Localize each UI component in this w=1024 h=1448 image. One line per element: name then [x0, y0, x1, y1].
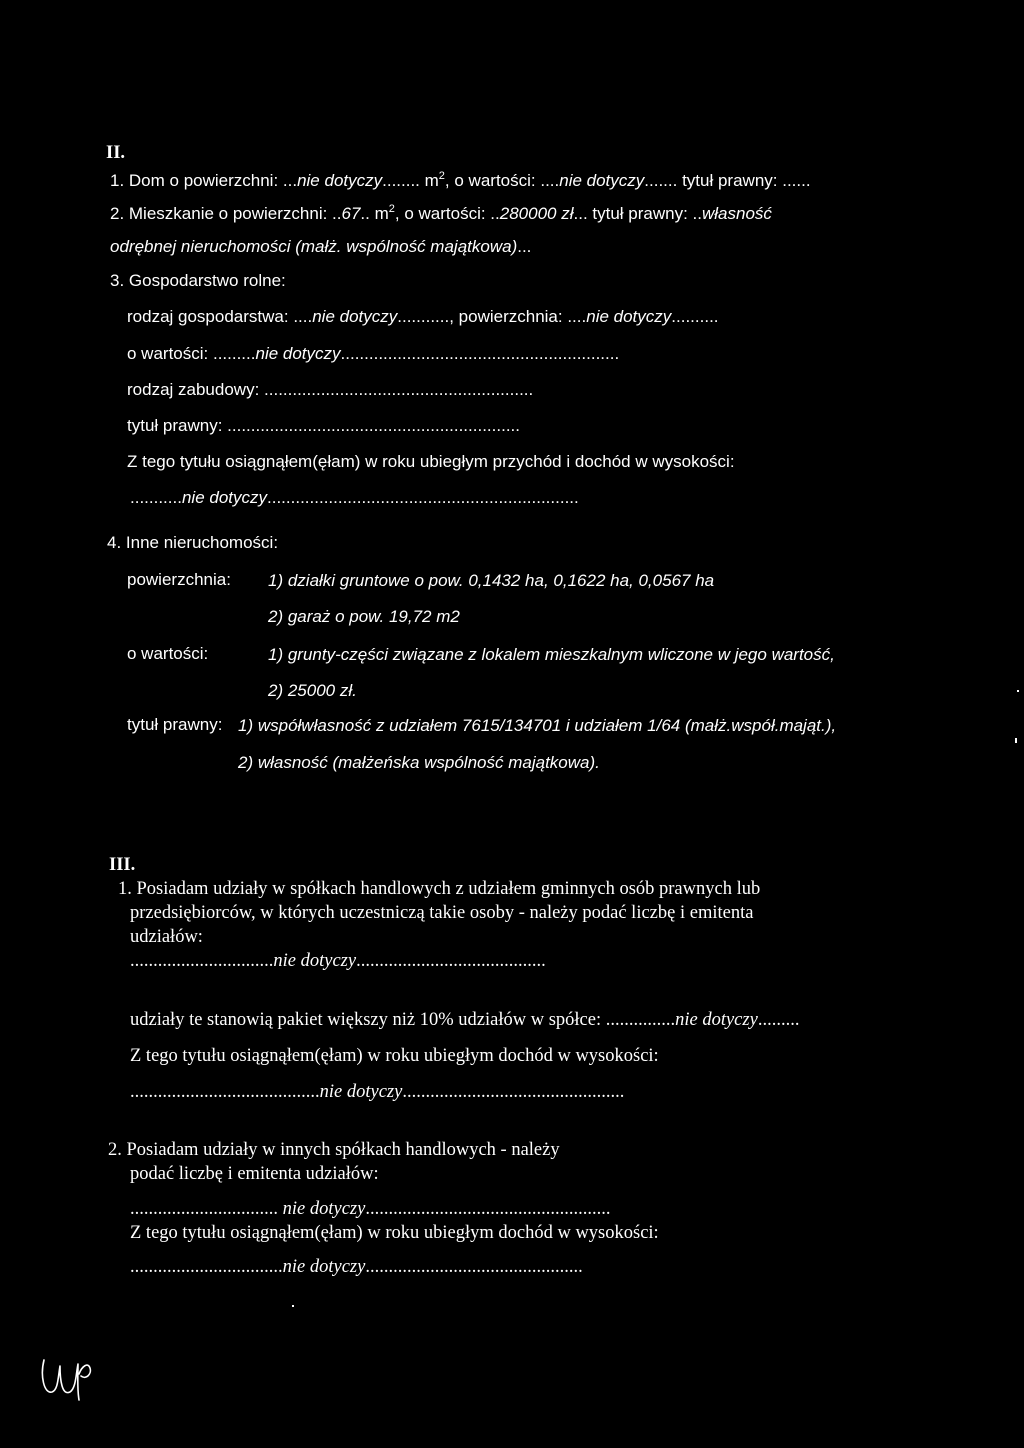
house-worth-value: nie dotyczy [559, 171, 645, 190]
scan-speck [1015, 738, 1017, 743]
shares-item-2-income-label: Z tego tytułu osiągnąłem(ęłam) w roku ubiegłym dochód w wysokości: [130, 1223, 659, 1243]
shares-item-1-line-1: 1. Posiadam udziały w spółkach handlowych z udziałem gminnych osób prawnych lub [118, 879, 761, 899]
scan-speck [1017, 690, 1019, 692]
section-heading-ii: II. [106, 143, 126, 163]
other-property-heading: 4. Inne nieruchomości: [107, 533, 279, 552]
house-line: 1. Dom o powierzchni: ...nie dotyczy........ $m^2$, o wartości: ....nie dotyczy....... tytuł prawny: ...... [110, 170, 811, 190]
farm-worth-line: o wartości: .........nie dotyczy........................................................... [127, 344, 620, 363]
farm-type-line: rodzaj gospodarstwa: ....nie dotyczy..........., powierzchnia: ....nie dotyczy.......... [127, 307, 719, 326]
flat-area-value: 67 [341, 204, 361, 223]
shares-package-line: udziały te stanowią pakiet większy niż 10% udziałów w spółce: ...............nie dotyczy......... [130, 1010, 800, 1030]
shares-item-2-income: .................................nie dotyczy............................................... [130, 1257, 583, 1277]
shares-item-2-line-1: 2. Posiadam udziały w innych spółkach handlowych - należy [108, 1140, 560, 1160]
farm-income-label: Z tego tytułu osiągnąłem(ęłam) w roku ubiegłym przychód i dochód w wysokości: [127, 452, 735, 471]
shares-item-2-line-2: podać liczbę i emitenta udziałów: [130, 1164, 379, 1184]
shares-item-1-line-2: przedsiębiorców, w których uczestniczą takie osoby - należy podać liczbę i emitenta [130, 903, 754, 923]
other-worth-item-2: 2) 25000 zł. [268, 681, 357, 700]
other-area-item-2: 2) garaż o pow. 19,72 m2 [268, 607, 460, 626]
farm-income-line: ...........nie dotyczy.................................................................. [130, 488, 579, 507]
farm-buildings-line: rodzaj zabudowy: ......................................................... [127, 380, 534, 399]
flat-title-value: własność [702, 204, 772, 223]
signature-mark [38, 1352, 98, 1402]
flat-worth-value: 280000 zł [499, 204, 574, 223]
shares-item-1-line-3: udziałów: [130, 927, 203, 947]
shares-item-1-answer: ...............................nie dotyczy......................................... [130, 951, 546, 971]
other-title-label: tytuł prawny: [127, 715, 223, 734]
shares-item-1-income: .........................................nie dotyczy................................................ [130, 1082, 625, 1102]
other-area-item-1: 1) działki gruntowe o pow. 0,1432 ha, 0,1622 ha, 0,0567 ha [268, 571, 715, 590]
other-title-item-2: 2) własność (małżeńska wspólność majątkowa). [238, 753, 600, 772]
house-area-value: nie dotyczy [297, 171, 383, 190]
flat-title-continuation: odrębnej nieruchomości (małż. wspólność majątkowa)... [110, 237, 532, 256]
other-worth-label: o wartości: [127, 644, 209, 663]
section-heading-iii: III. [109, 855, 136, 875]
other-worth-item-1: 1) grunty-części związane z lokalem mieszkalnym wliczone w jego wartość, [268, 645, 835, 664]
other-title-item-1: 1) współwłasność z udziałem 7615/134701 i udziałem 1/64 (małż.współ.mająt.), [238, 716, 837, 735]
shares-item-2-answer: ................................ nie dotyczy..................................................... [130, 1199, 611, 1219]
farm-heading: 3. Gospodarstwo rolne: [110, 271, 286, 290]
shares-item-1-income-label: Z tego tytułu osiągnąłem(ęłam) w roku ubiegłym dochód w wysokości: [130, 1046, 659, 1066]
farm-title-line: tytuł prawny: .............................................................. [127, 416, 520, 435]
flat-line: 2. Mieszkanie o powierzchni: ..67.. $m^2$, o wartości: ..280000 zł... tytuł prawny: ..własność [110, 203, 772, 223]
other-area-label: powierzchnia: [127, 570, 231, 589]
scan-speck [292, 1305, 294, 1307]
